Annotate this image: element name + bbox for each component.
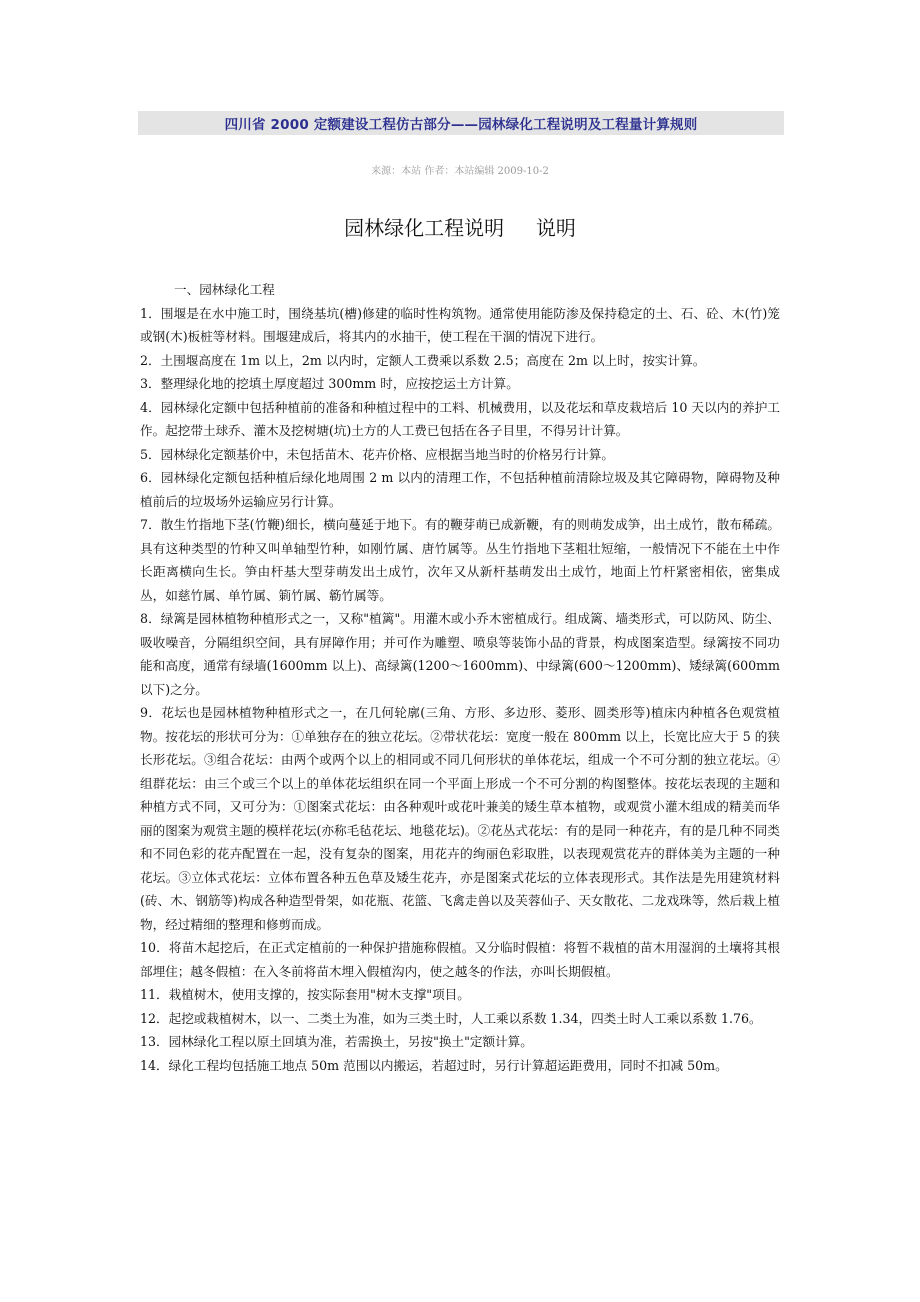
paragraph: 10．将苗木起挖后，在正式定植前的一种保护措施称假植。又分临时假植：将暂不栽植的苗木用湿润的土壤将其根部埋住；越冬假植：在入冬前将苗木埋入假植沟内，使之越冬的作法，亦叫长期假植。 — [140, 940, 780, 979]
paragraph: 14．绿化工程均包括施工地点 50m 范围以内搬运，若超过时，另行计算超运距费用，同时不扣减 50m。 — [140, 1057, 728, 1073]
paragraph: 12．起挖或栽植树木，以一、二类土为准，如为三类土时，人工乘以系数 1.34，四类土时人工乘以系数 1.76。 — [140, 1010, 762, 1026]
paragraph: 6．园林绿化定额包括种植后绿化地周围 2 m 以内的清理工作，不包括种植前清除垃圾及其它障碍物，障碍物及种植前后的垃圾场外运输应另行计算。 — [140, 470, 780, 509]
page-heading: 园林绿化工程说明 说明 — [344, 216, 576, 240]
article-meta: 来源：本站 作者：本站编辑 2009-10-2 — [371, 166, 549, 177]
paragraph: 5．园林绿化定额基价中，未包括苗木、花卉价格、应根据当地当时的价格另行计算。 — [140, 446, 614, 462]
paragraph: 13．园林绿化工程以原土回填为准，若需换土，另按"换土"定额计算。 — [140, 1034, 533, 1049]
title-bar — [138, 111, 784, 135]
document-body — [140, 278, 780, 1077]
section-heading: 一、园林绿化工程 — [174, 282, 275, 297]
paragraph: 4．园林绿化定额中包括种植前的准备和种植过程中的工料、机械费用，以及花坛和草皮栽培后 10 天以内的养护工作。起挖带土球乔、灌木及挖树塘(坑)土方的人工费已包括在各子目里，不得另计计算。 — [140, 399, 780, 438]
paragraph: 11．栽植树木，使用支撑的，按实际套用"树木支撑"项目。 — [140, 987, 470, 1002]
paragraph: 3．整理绿化地的挖填土厚度超过 300mm 时，应按挖运土方计算。 — [140, 376, 519, 391]
document-title: 四川省 2000 定额建设工程仿古部分——园林绿化工程说明及工程量计算规则 — [224, 117, 698, 133]
paragraph: 1．围堰是在水中施工时，围绕基坑(槽)修建的临时性构筑物。通常使用能防渗及保持稳定的土、石、砼、木(竹)笼或钢(木)板桩等材料。围堰建成后，将其内的水抽干，使工程在干涸的情况下进行。 — [140, 305, 780, 344]
paragraph: 2．土围堰高度在 1m 以上，2m 以内时，定额人工费乘以系数 2.5；高度在 2m 以上时，按实计算。 — [140, 352, 706, 368]
paragraph: 8．绿篱是园林植物种植形式之一，又称"植篱"。用灌木或小乔木密植成行。组成篱、墙类形式，可以防风、防尘、吸收噪音，分隔组织空间，具有屏障作用；并可作为雕塑、喷泉等装饰小品的背景，构成图案造型。绿篱按不同功能和高度，通常有绿墙(1600mm 以上)、高绿篱(1200～1600mm)、中绿篱(600～1200mm)、矮绿篱(600mm 以下)之分。 — [140, 611, 780, 697]
paragraph: 7．散生竹指地下茎(竹鞭)细长，横向蔓延于地下。有的鞭芽萌已成新鞭，有的则萌发成笋，出土成竹，散布稀疏。具有这种类型的竹种又叫单轴型竹种，如刚竹属、唐竹属等。丛生竹指地下茎粗壮短缩，一般情况下不能在土中作长距离横向生长。笋由杆基大型芽萌发出土成竹，次年又从新杆基萌发出土成竹，地面上竹杆紧密相依，密集成丛，如慈竹属、单竹属、箣竹属、簕竹属等。 — [140, 517, 780, 603]
paragraph: 9．花坛也是园林植物种植形式之一，在几何轮廓(三角、方形、多边形、菱形、圆类形等)植床内种植各色观赏植物。按花坛的形状可分为：①单独存在的独立花坛。②带状花坛：宽度一般在 800mm 以上，长宽比应大于 5 的狭长形花坛。③组合花坛：由两个或两个以上的相同或不同几何形状的单体花坛，组成一个不可分割的独立花坛。④组群花坛：由三个或三个以上的单体花坛组织在同一个平面上形成一个不可分割的构图整体。按花坛表现的主题和种植方式不同，又可分为：①图案式花坛：由各种观叶或花叶兼美的矮生草本植物，或观赏小灌木组成的精美而华丽的图案为观赏主题的模样花坛(亦称毛毡花坛、地毯花坛)。②花丛式花坛：有的是同一种花卉，有的是几种不同类和不同色彩的花卉配置在一起，没有复杂的图案，用花卉的绚丽色彩取胜，以表现观赏花卉的群体美为主题的一种花坛。③立体式花坛：立体布置各种五色草及矮生花卉，亦是图案式花坛的立体表现形式。其作法是先用建筑材料(砖、木、钢筋等)构成各种造型骨架，如花瓶、花篮、飞禽走兽以及芙蓉仙子、天女散花、二龙戏珠等，然后栽上植物，经过精细的整理和修剪而成。 — [140, 705, 780, 932]
